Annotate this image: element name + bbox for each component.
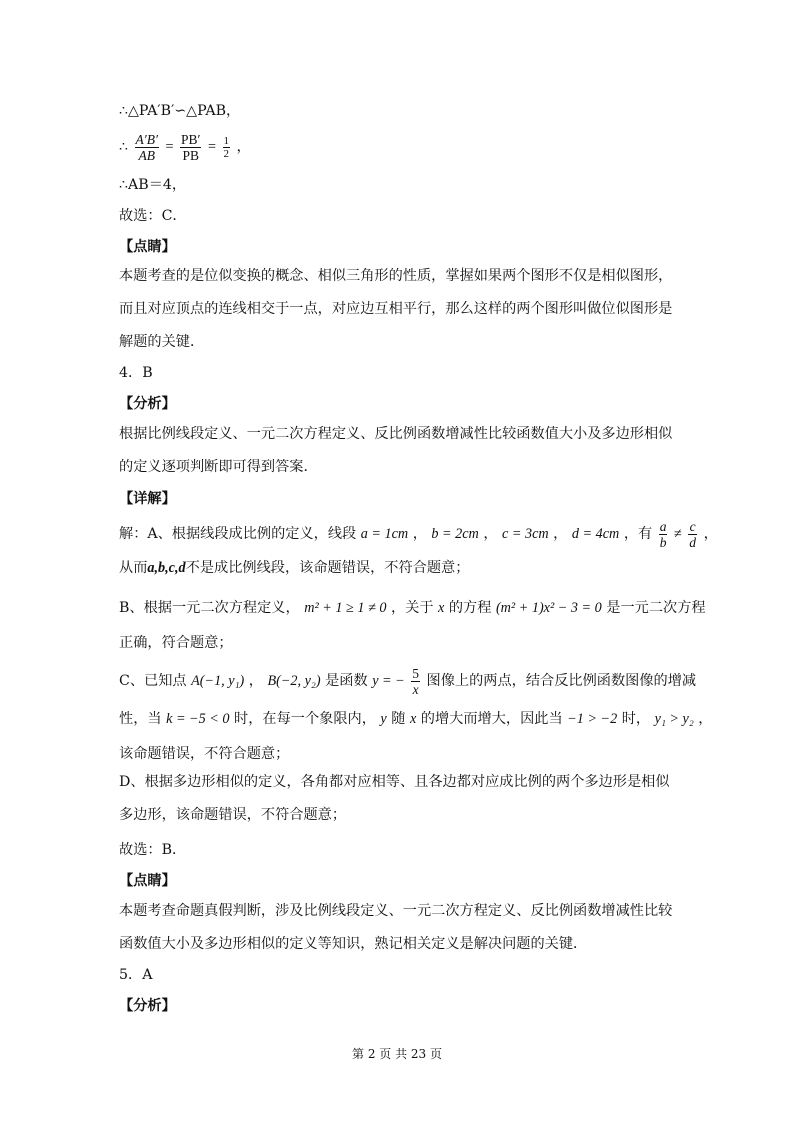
therefore-symbol: ∴ bbox=[119, 139, 129, 155]
line-answer-b: 故选：B． bbox=[119, 842, 187, 858]
fraction-5-over-x: $\frac{5}{x}$ bbox=[412, 665, 419, 697]
heading-dianjing-1: 【点睛】 bbox=[119, 239, 176, 255]
option-b-line-1: B、根据一元二次方程定义， m² + 1 ≥ 1 ≠ 0 ，关于 x 的方程 (m² + 1)x² − 3 = 0 是一元二次方程 bbox=[119, 600, 706, 616]
fraction-one-half: $\frac{1}{2}$ bbox=[223, 134, 230, 160]
option-c-line-2: 性，当 k = −5 < 0 时，在每一个象限内， y 随 x 的增大而增大，因此当 −1 > −2 时， y₁ > y₂ ， bbox=[119, 711, 713, 727]
question-5-answer: 5．A bbox=[119, 967, 153, 983]
line-similar-triangles: ∴△PA′B′∽△PAB， bbox=[119, 103, 241, 119]
paragraph-fenxi-1: 根据比例线段定义、一元二次方程定义、反比例函数增减性比较函数值大小及多边形相似的定义逐项判断即可得到答案． bbox=[119, 426, 673, 475]
option-a-line-1: 解：A、根据线段成比例的定义，线段 a = 1cm ， b = 2cm ， c = 3cm ， d = 4cm ，有 $\frac{a}{b}$ ≠ $\frac{c}{d}$ ， bbox=[119, 518, 718, 550]
fraction-ab-prime: $\frac{A'B'}{AB}$ bbox=[135, 131, 158, 163]
option-a-line-2: 从而a,b,c,d不是成比例线段，该命题错误，不符合题意； bbox=[119, 560, 470, 576]
fraction-a-over-b: $\frac{a}{b}$ bbox=[659, 518, 667, 550]
option-d-paragraph: D、根据多边形相似的定义，各角都对应相等、且各边都对应成比例的两个多边形是相似多边形，该命题错误，不符合题意； bbox=[119, 774, 670, 823]
option-c-line-1: C、已知点 A(−1, y₁) ， B(−2, y₂) 是函数 y = − $\frac{5}{x}$ 图像上的两点，结合反比例函数图像的增减 bbox=[119, 665, 697, 697]
heading-xiangjie: 【详解】 bbox=[119, 491, 176, 507]
fraction-c-over-d: $\frac{c}{d}$ bbox=[689, 518, 697, 550]
line-ab-value: ∴AB＝4， bbox=[119, 177, 187, 193]
line-ratio-equation: ∴ $\frac{A'B'}{AB}$ = $\frac{PB'}{PB}$ = $\frac{1}{2}$ ， bbox=[119, 131, 251, 163]
option-c-line-3: 该命题错误，不符合题意； bbox=[119, 746, 290, 762]
question-4-answer: 4．B bbox=[119, 365, 153, 381]
paragraph-dianjing-2: 本题考查命题真假判断，涉及比例线段定义、一元二次方程定义、反比例函数增减性比较函数值大小及多边形相似的定义等知识，熟记相关定义是解决问题的关键． bbox=[119, 903, 673, 952]
paragraph-dianjing-1: 本题考查的是位似变换的概念、相似三角形的性质，掌握如果两个图形不仅是相似图形，而且对应顶点的连线相交于一点，对应边互相平行，那么这样的两个图形叫做位似图形是解题的关键． bbox=[119, 268, 673, 350]
page-footer: 第 2 页 共 23 页 bbox=[352, 1047, 442, 1061]
heading-fenxi-2: 【分析】 bbox=[119, 998, 176, 1014]
fraction-pb-prime: $\frac{PB'}{PB}$ bbox=[181, 131, 201, 163]
option-b-line-2: 正确，符合题意； bbox=[119, 635, 233, 651]
line-answer-c: 故选：C． bbox=[119, 208, 187, 224]
heading-fenxi-1: 【分析】 bbox=[119, 396, 176, 412]
heading-dianjing-2: 【点睛】 bbox=[119, 873, 176, 889]
